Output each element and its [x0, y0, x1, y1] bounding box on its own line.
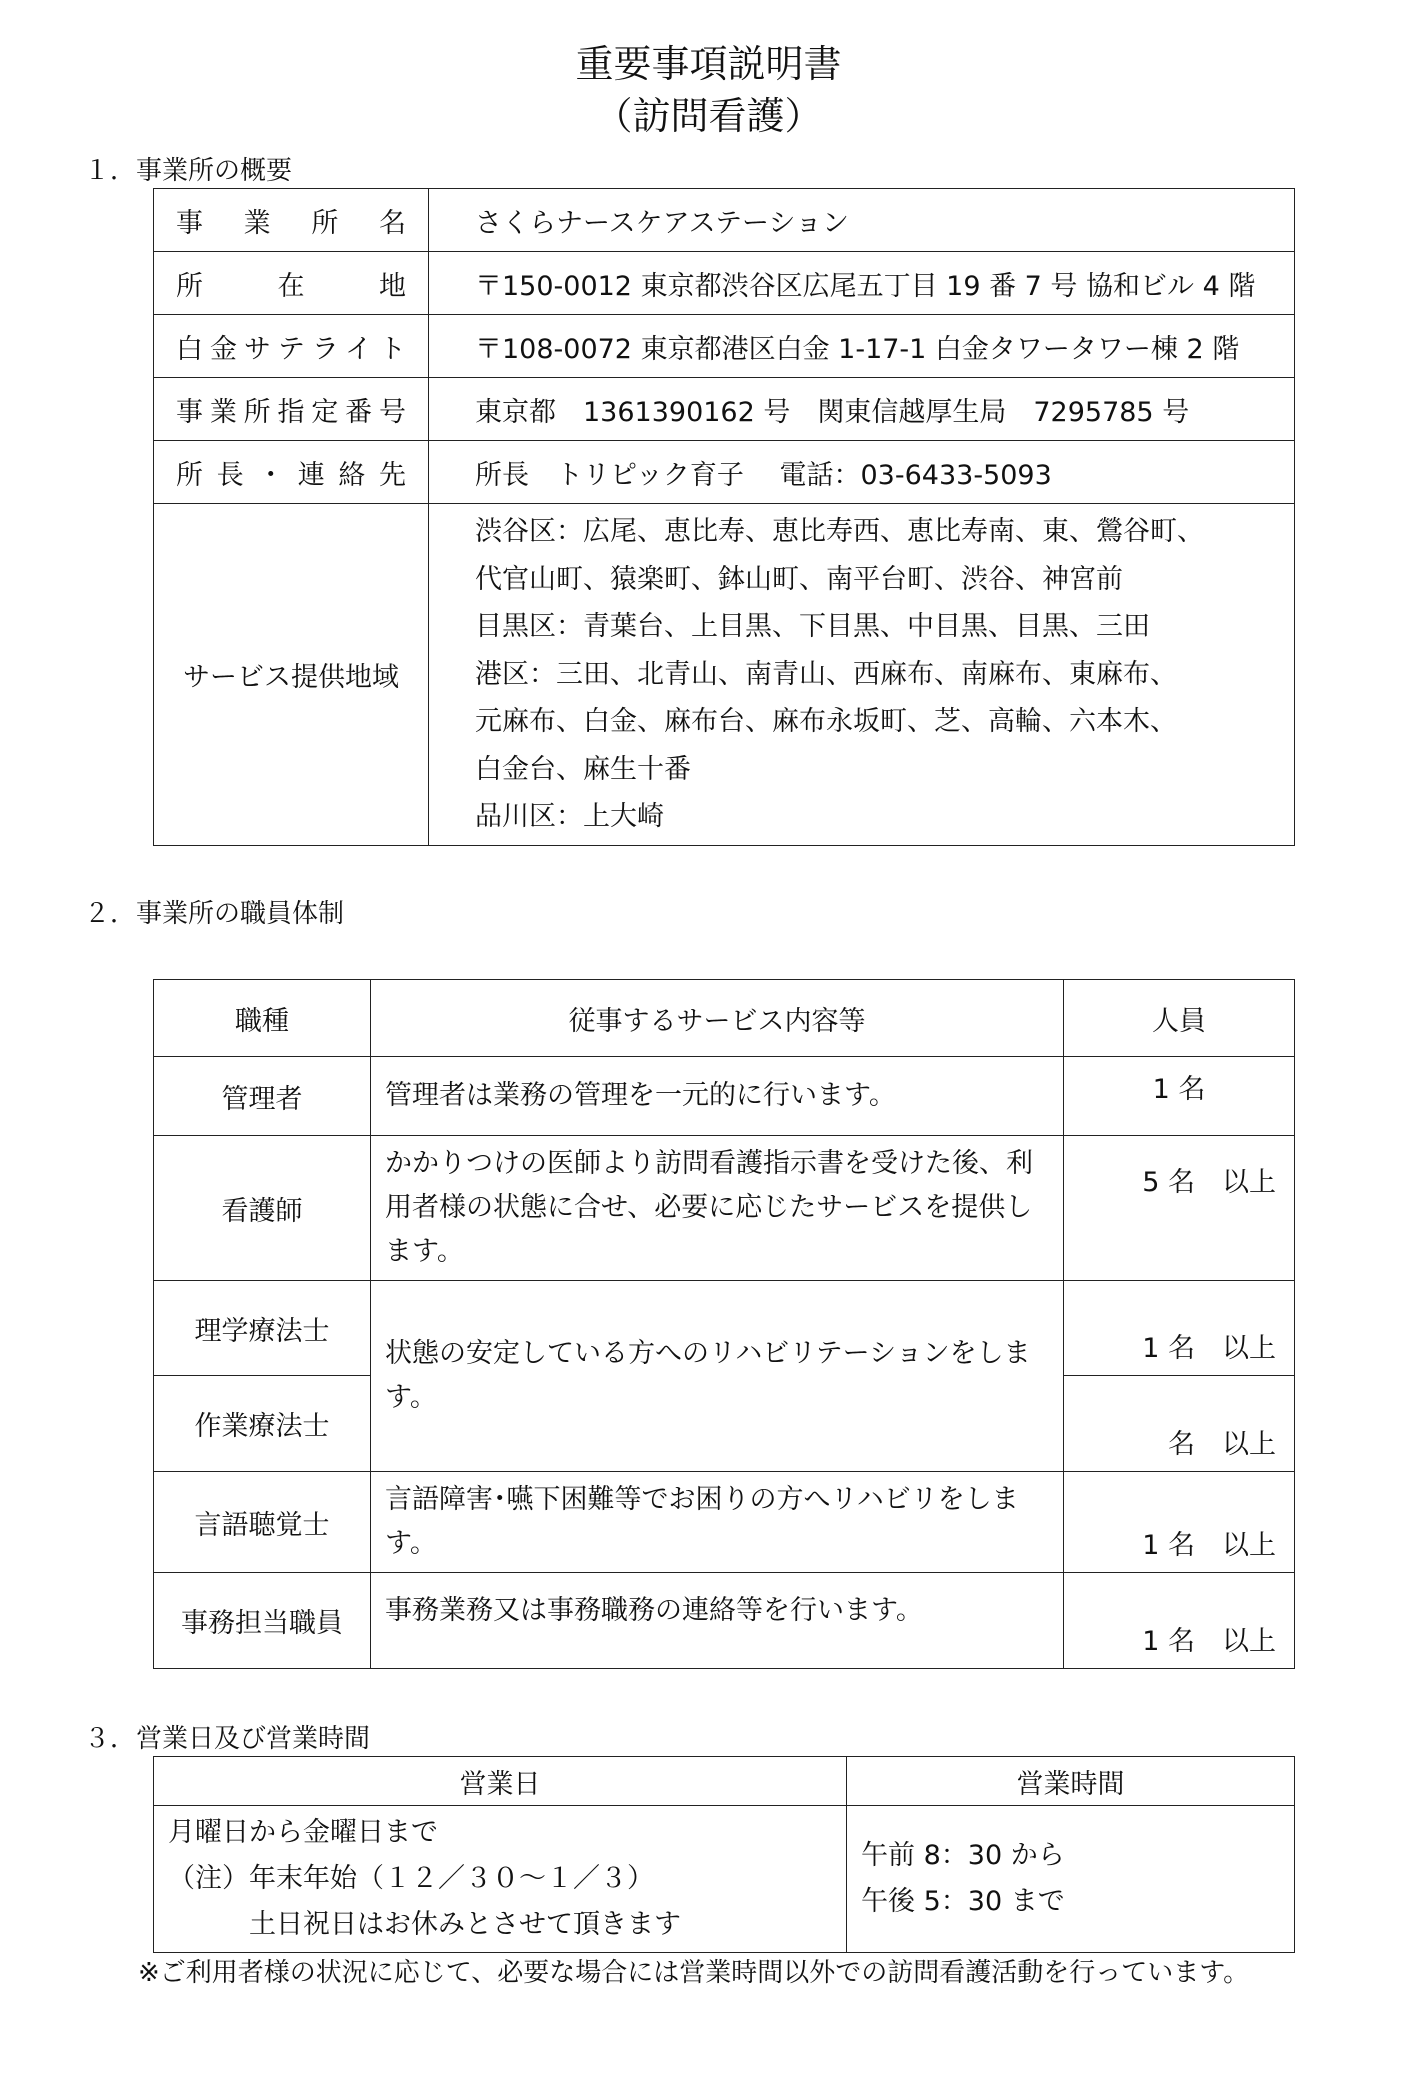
service-area-line: 品川区：上大崎 — [475, 801, 664, 832]
staff-row-st — [154, 1472, 1295, 1573]
office-number-label: 事業所指定番号 — [154, 378, 429, 441]
clerk-desc: 事務業務又は事務職務の連絡等を行います。 — [371, 1573, 1064, 1669]
manager-desc: 管理者は業務の管理を一元的に行います。 — [371, 1057, 1064, 1136]
business-hours-table — [153, 1756, 1295, 1953]
service-area-line: 代官山町、猿楽町、鉢山町、南平台町、渋谷、神宮前 — [475, 563, 1123, 595]
office-row-satellite — [154, 315, 1295, 378]
st-role: 言語聴覚士 — [154, 1472, 371, 1573]
staff-header-row — [154, 980, 1295, 1057]
section2-heading: ２．事業所の職員体制 — [84, 899, 345, 929]
staff-row-clerk — [154, 1573, 1295, 1669]
clerk-role: 事務担当職員 — [154, 1573, 371, 1669]
st-desc: 言語障害･嚥下困難等でお困りの方へリハビリをします。 — [371, 1472, 1064, 1573]
st-count: 1 名 以上 — [1064, 1472, 1295, 1573]
document-title: 重要事項説明書 — [575, 42, 842, 86]
service-area-line: 白金台、麻生十番 — [475, 753, 691, 785]
pt-role: 理学療法士 — [154, 1281, 371, 1376]
service-area-line: 目黒区：青葉台、上目黒、下目黒、中目黒、目黒、三田 — [475, 611, 1150, 642]
after-hours-note: ※ご利用者様の状況に応じて、必要な場合には営業時間以外での訪問看護活動を行っています。 — [138, 1958, 1250, 1988]
satellite-value: 〒108-0072 東京都港区白金 1-17-1 白金タワータワー棟 2 階 — [429, 315, 1295, 378]
hours-row — [154, 1806, 1295, 1953]
service-area-line: 元麻布、白金、麻布台、麻布永坂町、芝、高輪、六本木、 — [475, 706, 1177, 737]
office-row-number — [154, 378, 1295, 441]
section1-heading: １．事業所の概要 — [84, 156, 293, 186]
director-contact-value: 所長 トリピック育子 電話：03-6433-5093 — [429, 441, 1295, 504]
staff-row-pt — [154, 1281, 1295, 1376]
business-days-value — [154, 1806, 847, 1953]
business-days-line: 月曜日から金曜日まで — [168, 1817, 438, 1848]
hours-header-row — [154, 1757, 1295, 1806]
office-name-label: 事 業 所 名 — [154, 189, 429, 252]
nurse-desc: かかりつけの医師より訪問看護指示書を受けた後、利用者様の状態に合せ、必要に応じたサービスを提供します。 — [371, 1136, 1064, 1281]
service-area-label: サービス提供地域 — [154, 504, 429, 846]
business-days-header: 営業日 — [154, 1757, 847, 1806]
staff-header-role: 職種 — [154, 980, 371, 1057]
business-hours-value — [847, 1806, 1295, 1953]
office-row-name — [154, 189, 1295, 252]
business-days-line: 土日祝日はお休みとさせて頂きます — [168, 1909, 681, 1940]
nurse-count: 5 名 以上 — [1064, 1136, 1295, 1281]
office-name-value: さくらナースケアステーション — [429, 189, 1295, 252]
office-row-address — [154, 252, 1295, 315]
director-contact-label: 所長・連絡先 — [154, 441, 429, 504]
satellite-label: 白金サテライト — [154, 315, 429, 378]
staff-row-nurse — [154, 1136, 1295, 1281]
manager-role: 管理者 — [154, 1057, 371, 1136]
ot-count: 名 以上 — [1064, 1376, 1295, 1472]
pt-count: 1 名 以上 — [1064, 1281, 1295, 1376]
service-area-line: 渋谷区：広尾、恵比寿、恵比寿西、恵比寿南、東、鶯谷町、 — [475, 516, 1204, 547]
service-area-value — [429, 504, 1295, 846]
nurse-role: 看護師 — [154, 1136, 371, 1281]
office-overview-table — [153, 188, 1295, 846]
office-row-contact — [154, 441, 1295, 504]
clerk-count: 1 名 以上 — [1064, 1573, 1295, 1669]
business-hours-header: 営業時間 — [847, 1757, 1295, 1806]
manager-count: 1 名 — [1064, 1057, 1295, 1136]
ot-role: 作業療法士 — [154, 1376, 371, 1472]
staff-header-count: 人員 — [1064, 980, 1295, 1057]
rehab-desc: 状態の安定している方へのリハビリテーションをします。 — [371, 1281, 1064, 1472]
staff-row-manager — [154, 1057, 1295, 1136]
document-subtitle: （訪問看護） — [594, 94, 823, 138]
office-address-label: 所 在 地 — [154, 252, 429, 315]
office-row-area — [154, 504, 1295, 846]
business-days-line: （注）年末年始（１２／３０～１／３） — [168, 1863, 654, 1894]
office-number-value: 東京都 1361390162 号 関東信越厚生局 7295785 号 — [429, 378, 1295, 441]
office-address-value: 〒150-0012 東京都渋谷区広尾五丁目 19 番 7 号 協和ビル 4 階 — [429, 252, 1295, 315]
staff-table — [153, 979, 1295, 1669]
staff-header-service: 従事するサービス内容等 — [371, 980, 1064, 1057]
business-hours-line: 午前 8：30 から — [861, 1840, 1065, 1871]
section3-heading: ３．営業日及び営業時間 — [84, 1724, 371, 1754]
service-area-line: 港区：三田、北青山、南青山、西麻布、南麻布、東麻布、 — [475, 658, 1177, 690]
business-hours-line: 午後 5：30 まで — [861, 1886, 1065, 1917]
